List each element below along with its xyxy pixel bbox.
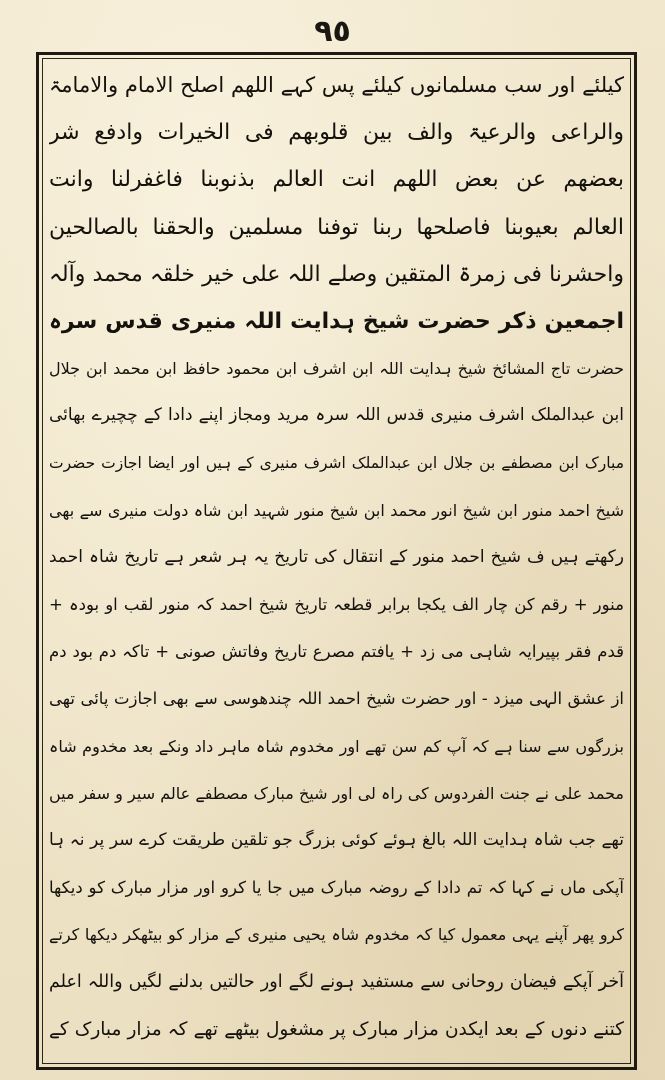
section-heading: اجمعین ذکر حضرت شیخ ہدایت اللہ منیری قدس سرہ bbox=[49, 308, 624, 334]
text-line: قدم فقر بپیرایہ شاہی می زد + یافتم مصرع تاریخ وفاتش صونی + تاکہ دم بود دم bbox=[49, 642, 624, 662]
text-line: آپکی ماں نے کہا کہ تم دادا کے روضہ مبارک میں جا یا کرو اور مزار مبارک کو دیکھا bbox=[49, 878, 624, 898]
page-number: ٩٥ bbox=[314, 14, 351, 49]
text-line: بعضھم عن بعض اللھم انت العالم بذنوبنا فاغفرلنا وانت bbox=[49, 167, 624, 193]
text-body bbox=[46, 62, 627, 1062]
text-line: رکھتے ہیں ف شیخ احمد منور کے انتقال کی تاریخ یہ ہر شعر ہے تاریخ شاہ احمد bbox=[49, 546, 624, 567]
text-line: کرو پھر آپنے یہی معمول کیا کہ مخدوم شاہ یحیی منیری کے مزار کو بیٹھکر دیکھا کرتے bbox=[49, 925, 624, 945]
text-line: کتنے دنوں کے بعد ایکدن مزار مبارک پر مشغول بیٹھے تھے کہ مزار مبارک کے bbox=[49, 1018, 624, 1040]
text-line: کیلئے اور سب مسلمانوں کیلئے پس کہے اللھم اصلح الامام والامامۃ bbox=[49, 73, 624, 97]
text-line: واحشرنا فی زمرۃ المتقین وصلے اللہ علی خیر خلقہ محمد وآلہ bbox=[49, 261, 624, 287]
text-line: والراعی والرعیۃ والف بین قلوبھم فی الخیرات وادفع شر bbox=[49, 120, 624, 146]
text-line: محمد علی نے جنت الفردوس کی راہ لی اور شیخ مبارک مصطفے عالم سیر و سفر میں bbox=[49, 783, 624, 803]
text-line: مبارک ابن مصطفے بن جلال ابن عبدالملک اشرف منیری کے ہیں اور ایضا اجازت حضرت bbox=[49, 453, 624, 472]
text-line: منور + رقم کن چار الف یکجا برابر قطعہ تاریخ شیخ احمد کہ منور لقب او بودہ + bbox=[49, 595, 624, 615]
text-line: آخر آپکے فیضان روحانی سے مستفید ہونے لگے اور حالتیں بدلنے لگیں واللہ اعلم bbox=[49, 971, 624, 992]
text-line: حضرت تاج المشائخ شیخ ہدایت اللہ ابن اشرف ابن محمود حافظ ابن محمد ابن جلال bbox=[49, 359, 624, 379]
text-line: شیخ احمد منور ابن شیخ انور محمد ابن شیخ منور شہید ابن شاہ دولت منیری سے بھی bbox=[49, 500, 624, 520]
text-line: ابن عبدالملک اشرف منیری قدس اللہ سرہ مرید ومجاز اپنے دادا کے چچیرے بھائی bbox=[49, 405, 624, 426]
text-line: از عشق الہی میزد - اور حضرت شیخ احمد اللہ چندھوسی سے بھی اجازت پائی تھی bbox=[49, 689, 624, 709]
text-line: بزرگوں سے سنا ہے کہ آپ کم سن تھے اور مخدوم شاہ ماہر داد ونکے بعد مخدوم شاہ bbox=[49, 736, 624, 756]
text-line: العالم بعیوبنا فاصلحھا ربنا توفنا مسلمین والحقنا بالصالحین bbox=[49, 214, 624, 240]
text-line: تھے جب شاہ ہدایت اللہ بالغ ہوئے کوئی بزرگ جو تلقین طریقت کرے سر پر نہ ہا bbox=[49, 830, 624, 850]
